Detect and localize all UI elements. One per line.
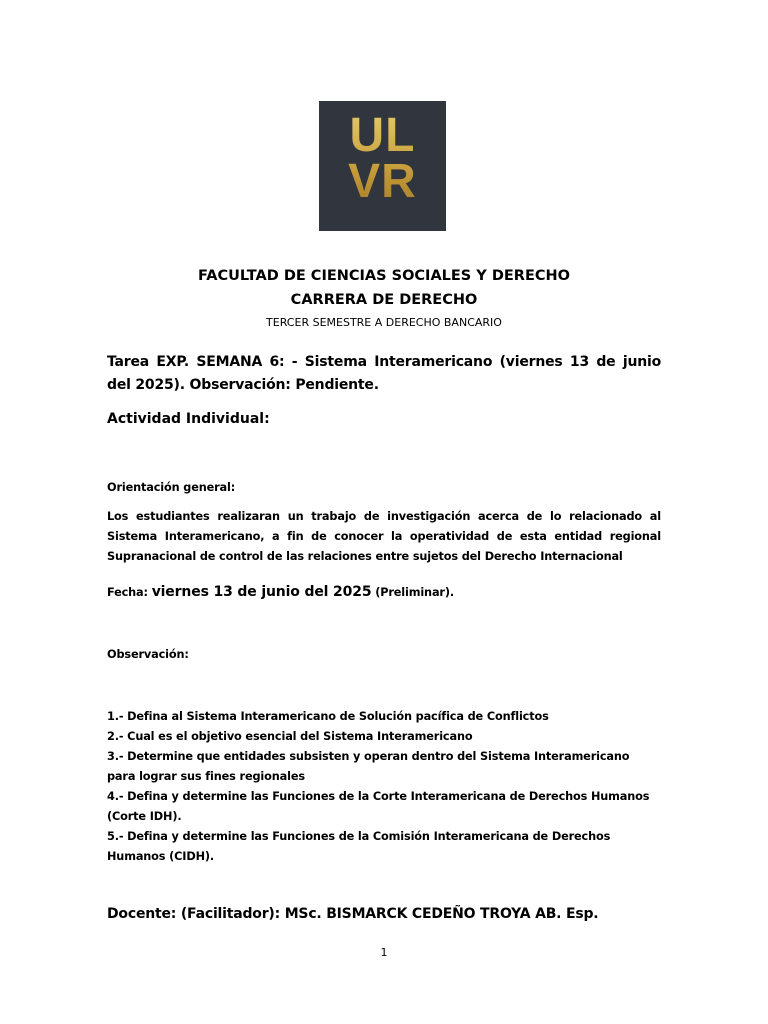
docente-line: Docente: (Facilitador): MSc. BISMARCK CEDEÑO TROYA AB. Esp.: [107, 906, 599, 922]
career-heading: CARRERA DE DERECHO: [290, 292, 478, 308]
fecha-label: Fecha:: [107, 586, 152, 599]
fecha-note: (Preliminar).: [371, 586, 454, 599]
orientation-label: Orientación general:: [107, 481, 236, 494]
list-item: 2.- Cual es el objetivo esencial del Sistema Interamericano: [107, 730, 473, 743]
semester-heading: TERCER SEMESTRE A DERECHO BANCARIO: [266, 316, 502, 329]
faculty-heading: FACULTAD DE CIENCIAS SOCIALES Y DERECHO: [198, 268, 570, 284]
ulvr-logo: [319, 101, 446, 231]
list-item: 5.- Defina y determine las Funciones de la Comisión Interamericana de Derechos Humanos (CIDH).: [107, 830, 611, 863]
activity-label: Actividad Individual:: [107, 411, 270, 427]
logo-text: UL VR: [319, 113, 446, 205]
list-item: 1.- Defina al Sistema Interamericano de Solución pacífica de Conflictos: [107, 710, 549, 723]
observation-label: Observación:: [107, 648, 189, 661]
fecha-date: viernes 13 de junio del 2025: [151, 584, 372, 600]
list-item: 3.- Determine que entidades subsisten y operan dentro del Sistema Interamericano para lograr sus fines regionales: [107, 750, 630, 783]
observation-list: [107, 707, 661, 867]
task-title: Tarea EXP. SEMANA 6: - Sistema Interamericano (viernes 13 de junio del 2025). Observación: Pendiente.: [107, 354, 661, 393]
orientation-text: Los estudiantes realizaran un trabajo de investigación acerca de lo relacionado al Sistema Interamericano, a fin de conocer la operatividad de esta entidad regional Supranacional de control de las relaciones entre sujetos del Derecho Internacional: [107, 510, 661, 563]
fecha-line: [107, 582, 661, 603]
list-item: 4.- Defina y determine las Funciones de la Corte Interamericana de Derechos Humanos (Corte IDH).: [107, 790, 650, 823]
page-number: 1: [380, 946, 388, 959]
